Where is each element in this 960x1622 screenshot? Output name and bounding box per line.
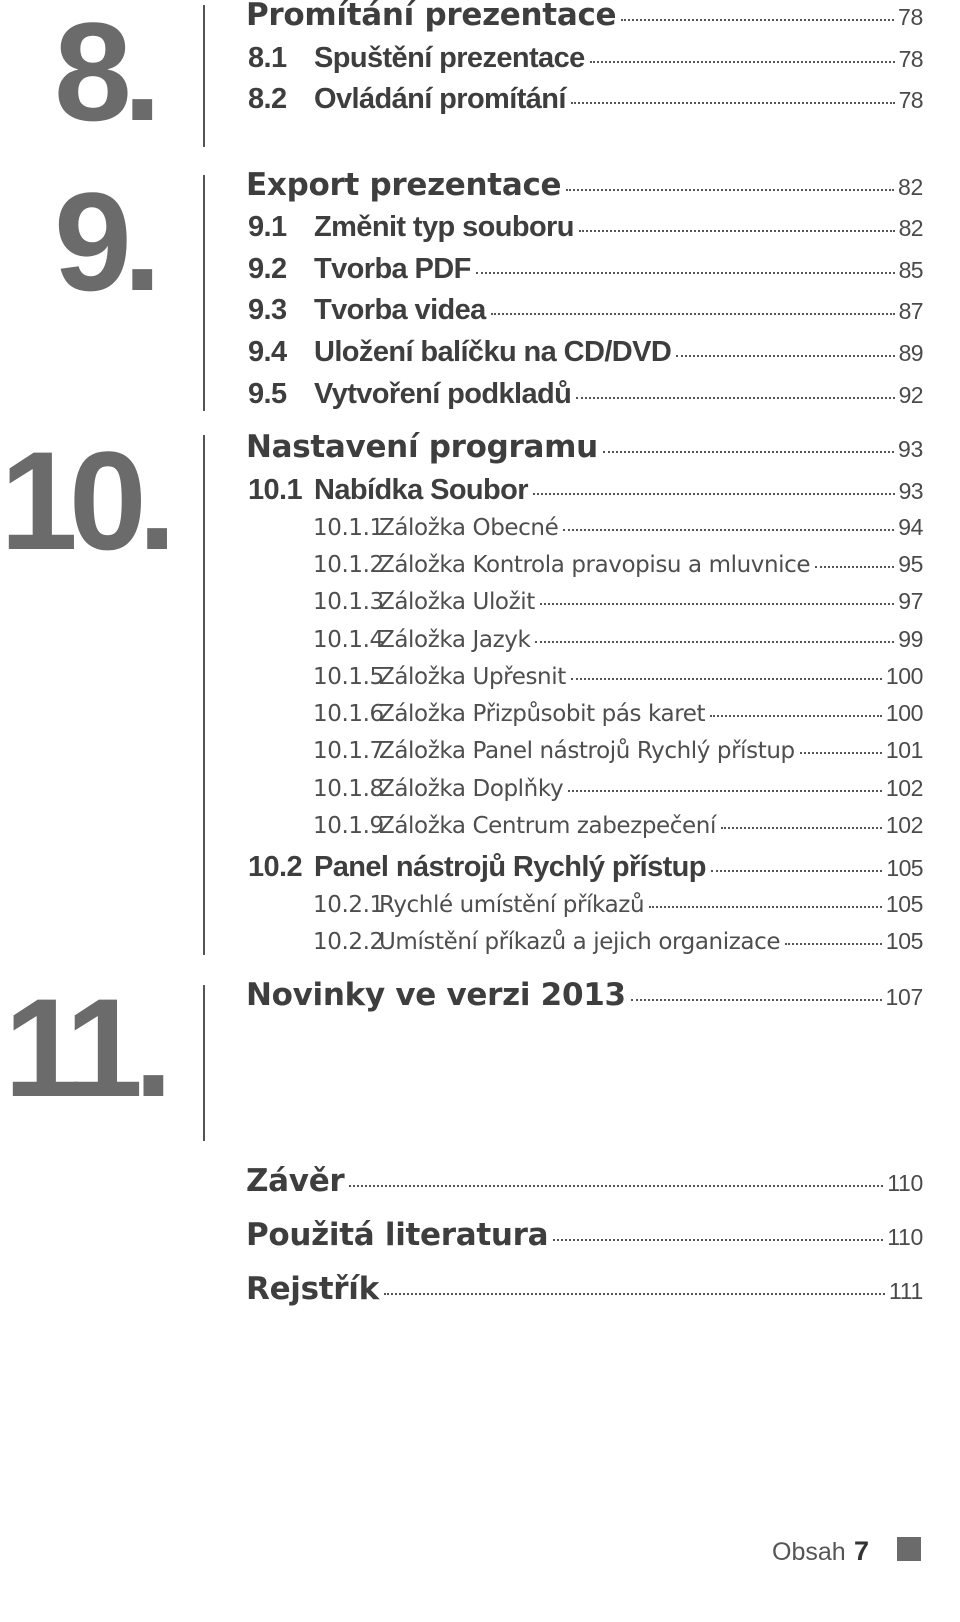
dot-leader: [676, 355, 894, 357]
toc-section-label: Rychlé umístění příkazů: [379, 892, 645, 918]
toc-subsection-10-2-2[interactable]: [313, 930, 923, 954]
footer-marker-square: [897, 1537, 921, 1561]
toc-subsection-10-1-7[interactable]: [313, 739, 923, 763]
chapter-number-11: 11.: [4, 969, 164, 1126]
toc-subsection-10-1-8[interactable]: [313, 777, 923, 801]
toc-section-9-4[interactable]: [246, 338, 923, 367]
toc-section-label: Záložka Doplňky: [379, 776, 564, 802]
toc-page-number: 102: [885, 812, 923, 838]
toc-chapter-10[interactable]: [246, 429, 923, 465]
toc-section-label: Umístění příkazů a jejich organizace: [379, 929, 781, 955]
dot-leader: [563, 529, 894, 531]
toc-subsection-10-1-6[interactable]: [313, 702, 923, 726]
toc-section-9-3[interactable]: [246, 296, 923, 325]
toc-page-number: 85: [898, 257, 923, 283]
toc-page-number: 87: [898, 298, 923, 324]
toc-section-label: Záložka Obecné: [379, 515, 559, 541]
toc-page-number: 107: [885, 984, 923, 1010]
dot-leader: [540, 603, 894, 605]
toc-page-number: 95: [898, 551, 923, 577]
toc-section-number: 10.1.1: [313, 515, 384, 541]
toc-section-label: Záložka Upřesnit: [379, 664, 566, 690]
chapter-8-divider: [203, 5, 205, 147]
toc-section-9-5[interactable]: [246, 380, 923, 409]
toc-section-10-2[interactable]: [246, 853, 923, 882]
toc-page-number: 105: [885, 928, 923, 954]
toc-chapter-title: Promítání prezentace: [246, 0, 617, 33]
toc-section-8-1[interactable]: [246, 44, 923, 73]
toc-page-number: 94: [898, 514, 923, 540]
toc-chapter-11[interactable]: [246, 977, 923, 1013]
toc-section-number: 9.3: [248, 294, 287, 326]
toc-section-label: Uložení balíčku na CD/DVD: [314, 336, 672, 368]
toc-page-number: 110: [887, 1170, 923, 1196]
toc-section-number: 9.5: [248, 378, 287, 410]
toc-subsection-10-1-5[interactable]: [313, 665, 923, 689]
toc-section-label: Záložka Jazyk: [379, 627, 531, 653]
toc-section-9-1[interactable]: [246, 213, 923, 242]
toc-chapter-title: Použitá literatura: [246, 1217, 549, 1253]
toc-section-number: 10.2.1: [313, 892, 384, 918]
dot-leader: [571, 678, 882, 680]
dot-leader: [571, 102, 895, 104]
toc-page-number: 111: [888, 1278, 923, 1304]
dot-leader: [566, 189, 894, 191]
dot-leader: [721, 827, 882, 829]
dot-leader: [568, 790, 882, 792]
toc-back-matter-bibliography[interactable]: [246, 1217, 923, 1253]
toc-section-label: Záložka Panel nástrojů Rychlý přístup: [379, 738, 795, 764]
toc-subsection-10-1-9[interactable]: [313, 814, 923, 838]
chapter-number-8: 8.: [54, 0, 153, 150]
toc-section-label: Nabídka Soubor: [314, 474, 528, 506]
toc-section-number: 8.2: [248, 83, 287, 115]
dot-leader: [579, 230, 895, 232]
toc-section-label: Záložka Kontrola pravopisu a mluvnice: [379, 552, 811, 578]
toc-section-number: 9.2: [248, 253, 287, 285]
chapter-10-divider: [203, 435, 205, 955]
toc-section-number: 10.1: [248, 474, 303, 506]
toc-page-number: 78: [898, 46, 923, 72]
chapter-number-9: 9.: [54, 163, 153, 320]
dot-leader: [553, 1239, 883, 1241]
toc-chapter-title: Závěr: [246, 1163, 345, 1199]
dot-leader: [800, 752, 882, 754]
toc-section-number: 9.1: [248, 211, 287, 243]
toc-chapter-title: Rejstřík: [246, 1271, 379, 1307]
toc-page-number: 82: [898, 215, 923, 241]
toc-subsection-10-2-1[interactable]: [313, 893, 923, 917]
dot-leader: [603, 451, 894, 453]
toc-section-number: 10.1.3: [313, 589, 384, 615]
dot-leader: [476, 272, 895, 274]
toc-page-number: 97: [898, 588, 923, 614]
toc-section-number: 10.1.8: [313, 776, 384, 802]
chapter-9-divider: [203, 175, 205, 411]
toc-section-label: Změnit typ souboru: [314, 211, 574, 243]
toc-page-number: 100: [885, 663, 923, 689]
toc-section-label: Spuštění prezentace: [314, 42, 585, 74]
toc-section-label: Záložka Přizpůsobit pás karet: [379, 701, 706, 727]
toc-chapter-title: Export prezentace: [246, 167, 562, 203]
dot-leader: [621, 19, 894, 21]
footer-page-number: 7: [854, 1536, 870, 1566]
toc-subsection-10-1-3[interactable]: [313, 590, 923, 614]
toc-section-label: Tvorba videa: [314, 294, 486, 326]
toc-chapter-9[interactable]: [246, 167, 923, 203]
toc-section-label: Ovládání promítání: [314, 83, 566, 115]
toc-chapter-title: Nastavení programu: [246, 429, 598, 465]
toc-page-number: 89: [898, 340, 923, 366]
toc-page-number: 100: [885, 700, 923, 726]
toc-back-matter-index[interactable]: [246, 1271, 923, 1307]
dot-leader: [785, 943, 882, 945]
dot-leader: [491, 313, 895, 315]
toc-back-matter-conclusion[interactable]: [246, 1163, 923, 1199]
toc-section-label: Panel nástrojů Rychlý přístup: [314, 851, 706, 883]
toc-section-label: Vytvoření podkladů: [314, 378, 572, 410]
toc-section-number: 10.1.6: [313, 701, 384, 727]
toc-page-number: 105: [885, 891, 923, 917]
toc-page-number: 93: [898, 436, 923, 462]
toc-section-number: 10.2: [248, 851, 303, 883]
toc-section-number: 10.1.5: [313, 664, 384, 690]
dot-leader: [631, 999, 882, 1001]
toc-page-number: 110: [887, 1224, 923, 1250]
toc-page-number: 105: [886, 855, 923, 881]
toc-section-label: Tvorba PDF: [314, 253, 471, 285]
footer-section-label: Obsah: [772, 1538, 846, 1566]
toc-subsection-10-1-1[interactable]: [313, 516, 923, 540]
dot-leader: [349, 1185, 883, 1187]
dot-leader: [815, 566, 894, 568]
toc-page-number: 101: [885, 737, 923, 763]
toc-page-number: 102: [885, 775, 923, 801]
toc-subsection-10-1-2[interactable]: [313, 553, 923, 577]
dot-leader: [710, 715, 882, 717]
toc-section-8-2[interactable]: [246, 85, 923, 114]
toc-page-number: 82: [898, 174, 923, 200]
toc-page-number: 92: [898, 382, 923, 408]
toc-page-number: 93: [898, 478, 923, 504]
toc-section-label: Záložka Centrum zabezpečení: [379, 813, 716, 839]
dot-leader: [649, 906, 882, 908]
chapter-number-10: 10.: [0, 422, 168, 579]
dot-leader: [384, 1293, 885, 1295]
toc-section-number: 8.1: [248, 42, 287, 74]
toc-subsection-10-1-4[interactable]: [313, 628, 923, 652]
dot-leader: [535, 641, 894, 643]
dot-leader: [533, 493, 895, 495]
toc-chapter-title: Novinky ve verzi 2013: [246, 977, 626, 1013]
toc-section-number: 10.1.4: [313, 627, 384, 653]
toc-section-10-1[interactable]: [246, 476, 923, 505]
dot-leader: [711, 870, 883, 872]
toc-page-number: 99: [898, 626, 923, 652]
chapter-11-divider: [203, 985, 205, 1141]
toc-section-number: 9.4: [248, 336, 287, 368]
toc-section-number: 10.1.9: [313, 813, 384, 839]
toc-section-label: Záložka Uložit: [379, 589, 535, 615]
toc-chapter-8[interactable]: [246, 0, 923, 31]
toc-page-number: 78: [898, 87, 923, 113]
toc-section-number: 10.1.2: [313, 552, 384, 578]
toc-page-number: 78: [898, 4, 923, 30]
toc-section-number: 10.2.2: [313, 929, 384, 955]
toc-section-9-2[interactable]: [246, 255, 923, 284]
dot-leader: [576, 397, 894, 399]
dot-leader: [590, 61, 895, 63]
toc-section-number: 10.1.7: [313, 738, 384, 764]
